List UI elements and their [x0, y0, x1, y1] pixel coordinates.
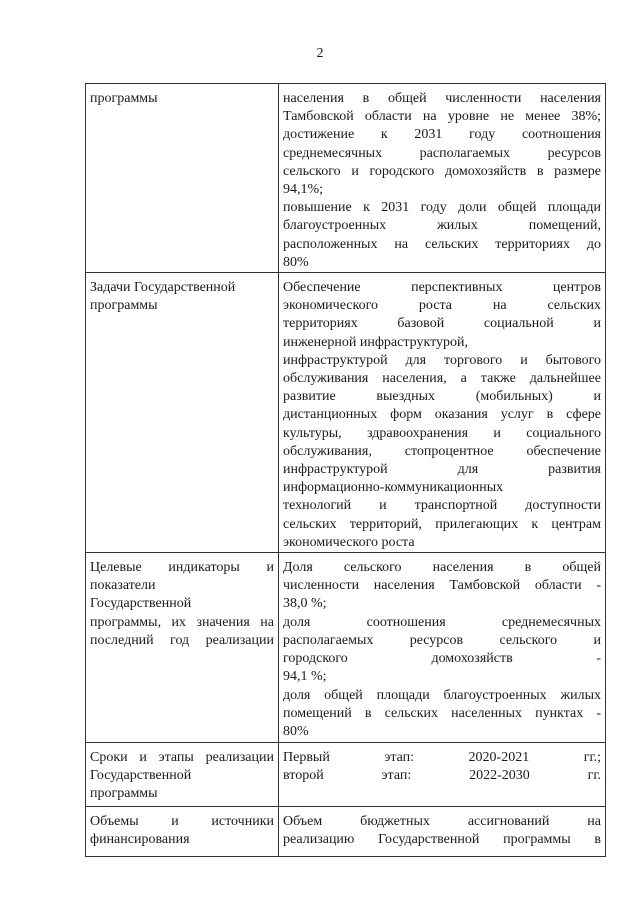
value-line: располагаемых ресурсов сельского и	[283, 632, 601, 648]
label-line: Государственной	[90, 596, 192, 612]
table-row	[86, 807, 606, 857]
value-line: 94,1%;	[283, 182, 324, 198]
value-line: дистанционных форм оказания услуг в сфере	[283, 407, 601, 423]
table-row	[86, 273, 606, 553]
value-line: среднемесячных располагаемых ресурсов	[283, 145, 601, 161]
row-value-cell	[279, 273, 606, 553]
table-row	[86, 743, 606, 807]
value-line: благоустроенных жилых помещений,	[283, 218, 601, 234]
value-line: населения в общей численности населения	[283, 91, 601, 106]
row-label-cell	[86, 273, 279, 553]
row-label-cell	[86, 553, 279, 743]
value-line: помещений в сельских населенных пунктах -	[283, 705, 601, 721]
label-line: Задачи Государственной	[90, 280, 236, 296]
label-line: программы, их значения на	[90, 614, 274, 630]
value-line: повышение к 2031 году доли общей площади	[283, 200, 601, 216]
value-line: инфраструктурой для развития	[283, 462, 601, 478]
value-line: сельского и городского домохозяйств в размере	[283, 163, 601, 179]
value-line: сельских территорий, прилегающих к центрам	[283, 516, 601, 532]
value-line: Обеспечение перспективных центров	[283, 280, 601, 296]
value-line: доля общей площади благоустроенных жилых	[283, 687, 601, 703]
label-line: программы	[90, 298, 158, 314]
value-line: второй этап: 2022-2030 гг.	[283, 768, 601, 784]
value-line: развитие выездных (мобильных) и	[283, 389, 601, 405]
value-line: 80%	[283, 254, 309, 270]
label-line: Сроки и этапы реализации	[90, 750, 274, 766]
row-label-cell	[86, 743, 279, 807]
row-value-cell	[279, 553, 606, 743]
table-row	[86, 553, 606, 743]
value-line: расположенных на сельских территориях до	[283, 236, 601, 252]
row-label-cell	[86, 84, 279, 273]
value-line: информационно-коммуникационных	[283, 480, 504, 496]
row-value-cell	[279, 807, 606, 857]
value-line: культуры, здравоохранения и социального	[283, 425, 601, 441]
table-row	[86, 84, 606, 273]
label-line: программы	[90, 786, 158, 802]
value-line: обслуживания, стопроцентное обеспечение	[283, 443, 601, 459]
value-line: Объем бюджетных ассигнований на	[283, 814, 601, 830]
value-line: городского домохозяйств -	[283, 651, 601, 667]
row-value-cell	[279, 743, 606, 807]
value-line: 80%	[283, 723, 309, 739]
value-line: технологий и транспортной доступности	[283, 498, 601, 514]
passport-table	[85, 83, 606, 857]
label-line: Целевые индикаторы и	[90, 560, 274, 576]
value-line: численности населения Тамбовской области -	[283, 578, 601, 594]
row-value-cell	[279, 84, 606, 273]
value-line: достижение к 2031 году соотношения	[283, 127, 601, 143]
value-line: Первый этап: 2020-2021 гг.;	[283, 750, 601, 766]
value-line: 94,1 %;	[283, 669, 327, 685]
label-line: показатели	[90, 578, 156, 594]
label-line: последний год реализации	[90, 632, 274, 648]
label-line: программы	[90, 91, 158, 106]
label-line: финансирования	[90, 832, 190, 848]
value-line: Тамбовской области на уровне не менее 38%;	[283, 109, 601, 125]
value-line: обслуживания населения, а также дальнейшее	[283, 371, 601, 387]
value-line: экономического роста	[283, 534, 415, 550]
value-line: доля соотношения среднемесячных	[283, 614, 601, 630]
row-label-cell	[86, 807, 279, 857]
value-line: экономического роста на сельских	[283, 298, 601, 314]
page-number: 2	[316, 46, 324, 61]
label-line: Государственной	[90, 768, 192, 784]
value-line: инфраструктурой для торгового и бытового	[283, 352, 601, 368]
label-line: Объемы и источники	[90, 814, 274, 830]
value-line: инженерной инфраструктурой,	[283, 334, 469, 350]
value-line: 38,0 %;	[283, 596, 327, 612]
value-line: Доля сельского населения в общей	[283, 560, 601, 576]
value-line: реализацию Государственной программы в	[283, 832, 601, 848]
value-line: территориях базовой социальной и	[283, 316, 601, 332]
